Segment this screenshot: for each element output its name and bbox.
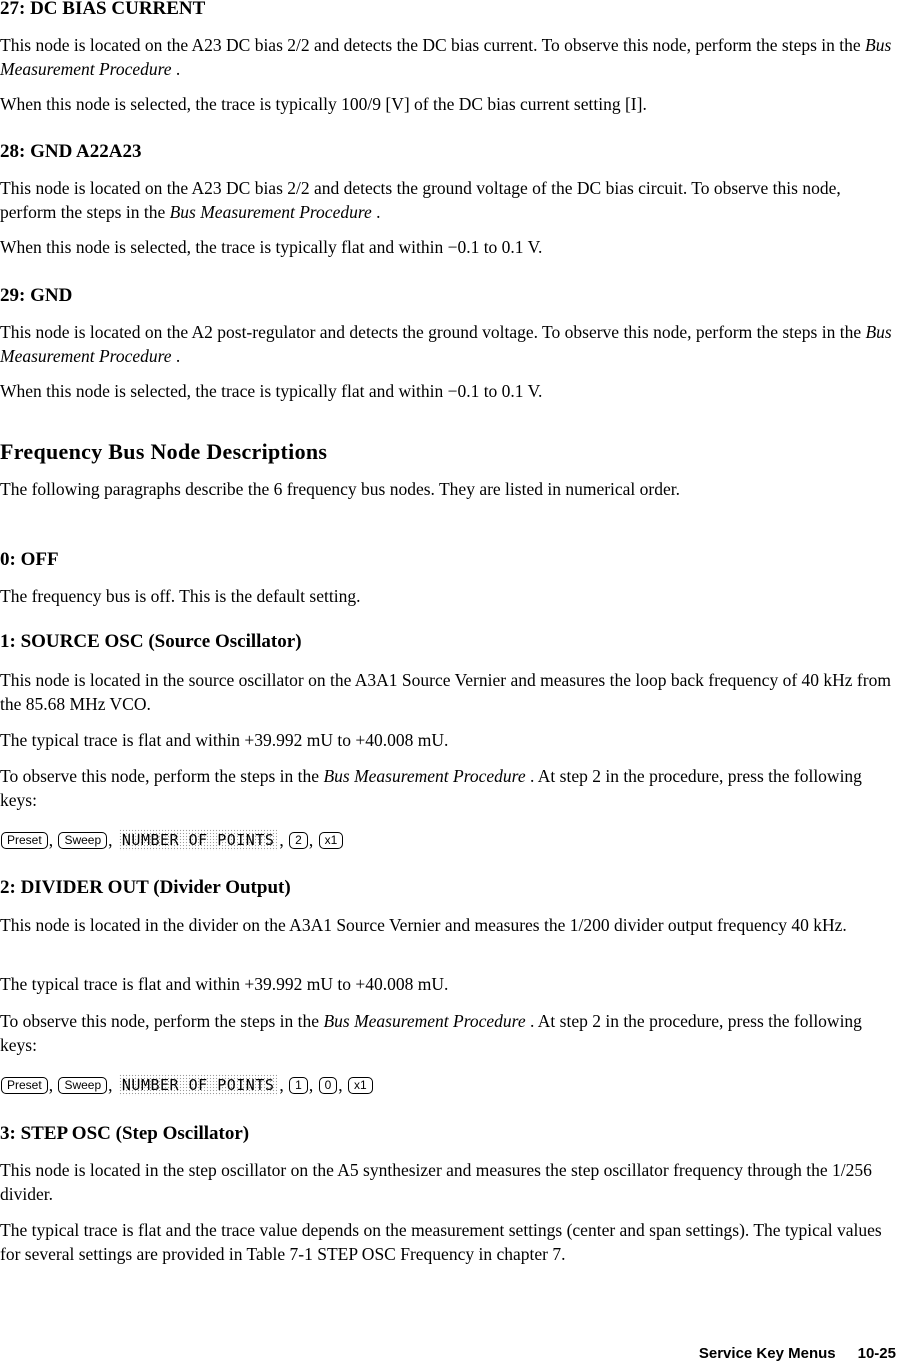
paragraph-node-2-procedure: To observe this node, perform the steps in the Bus Measurement Procedure . At step 2 in the procedure, press the following keys: (0, 1011, 862, 1055)
x1-key: x1 (348, 1077, 373, 1094)
paragraph-node-29-trace: When this node is selected, the trace is typically flat and within −0.1 to 0.1 V. (0, 381, 543, 401)
paragraph-node-3-location: This node is located in the step oscillator on the A5 synthesizer and measures the step oscillator frequency through the 1/256 divider. (0, 1160, 872, 1204)
heading-frequency-bus: Frequency Bus Node Descriptions (0, 439, 328, 464)
sweep-key: Sweep (58, 1077, 107, 1094)
paragraph-node-3-trace: The typical trace is flat and the trace value depends on the measurement settings (center and span settings). The typical values for several settings are provided in Table 7-1 STEP OSC Frequency in chapter 7. (0, 1220, 882, 1264)
paragraph-node-29-location: This node is located on the A2 post-regulator and detects the ground voltage. To observe this node, perform the steps in the Bus Measurement Procedure . (0, 322, 892, 366)
paragraph-frequency-bus-intro: The following paragraphs describe the 6 frequency bus nodes. They are listed in numerical order. (0, 479, 681, 499)
paragraph-node-1-location: This node is located in the source oscillator on the A3A1 Source Vernier and measures the loop back frequency of 40 kHz from the 85.68 MHz VCO. (0, 670, 891, 714)
keys-node-1: Preset , Sweep , NUMBER OF POINTS , 2 , x1 (0, 828, 344, 852)
page-footer (699, 1345, 896, 1363)
number-of-points-softkey: NUMBER OF POINTS (119, 1074, 278, 1096)
number-of-points-softkey: NUMBER OF POINTS (119, 829, 278, 851)
heading-node-27: 27: DC BIAS CURRENT (0, 0, 206, 19)
digit-2-key: 2 (289, 832, 308, 849)
paragraph-node-2-location: This node is located in the divider on the A3A1 Source Vernier and measures the 1/200 divider output frequency 40 kHz. (0, 915, 847, 935)
paragraph-node-28-location: This node is located on the A23 DC bias 2/2 and detects the ground voltage of the DC bias circuit. To observe this node, perform the steps in the Bus Measurement Procedure . (0, 178, 841, 222)
paragraph-node-1-trace: The typical trace is flat and within +39.992 mU to +40.008 mU. (0, 730, 449, 750)
paragraph-node-27-trace: When this node is selected, the trace is typically 100/9 [V] of the DC bias current setting [I]. (0, 94, 647, 114)
paragraph-node-28-trace: When this node is selected, the trace is typically flat and within −0.1 to 0.1 V. (0, 237, 543, 257)
footer-section-title: Service Key Menus (698, 1345, 836, 1362)
sweep-key: Sweep (58, 832, 107, 849)
heading-node-29: 29: GND (0, 285, 73, 306)
heading-node-3: 3: STEP OSC (Step Oscillator) (0, 1123, 250, 1144)
paragraph-node-0: The frequency bus is off. This is the default setting. (0, 586, 361, 606)
paragraph-node-27-location: This node is located on the A23 DC bias 2/2 and detects the DC bias current. To observe this node, perform the steps in the Bus Measurement Procedure . (0, 35, 892, 79)
paragraph-node-1-procedure: To observe this node, perform the steps in the Bus Measurement Procedure . At step 2 in the procedure, press the following keys: (0, 766, 862, 810)
digit-0-key: 0 (319, 1077, 338, 1094)
preset-key: Preset (1, 1077, 48, 1094)
heading-node-28: 28: GND A22A23 (0, 141, 142, 162)
keys-node-2: Preset , Sweep , NUMBER OF POINTS , 1 , 0 , x1 (0, 1073, 374, 1097)
x1-key: x1 (319, 832, 344, 849)
heading-node-1: 1: SOURCE OSC (Source Oscillator) (0, 631, 302, 652)
digit-1-key: 1 (289, 1077, 308, 1094)
heading-node-2: 2: DIVIDER OUT (Divider Output) (0, 877, 291, 898)
paragraph-node-2-trace: The typical trace is flat and within +39.992 mU to +40.008 mU. (0, 974, 449, 994)
page-number: 10-25 (857, 1345, 896, 1362)
heading-node-0: 0: OFF (0, 549, 59, 570)
preset-key: Preset (1, 832, 48, 849)
